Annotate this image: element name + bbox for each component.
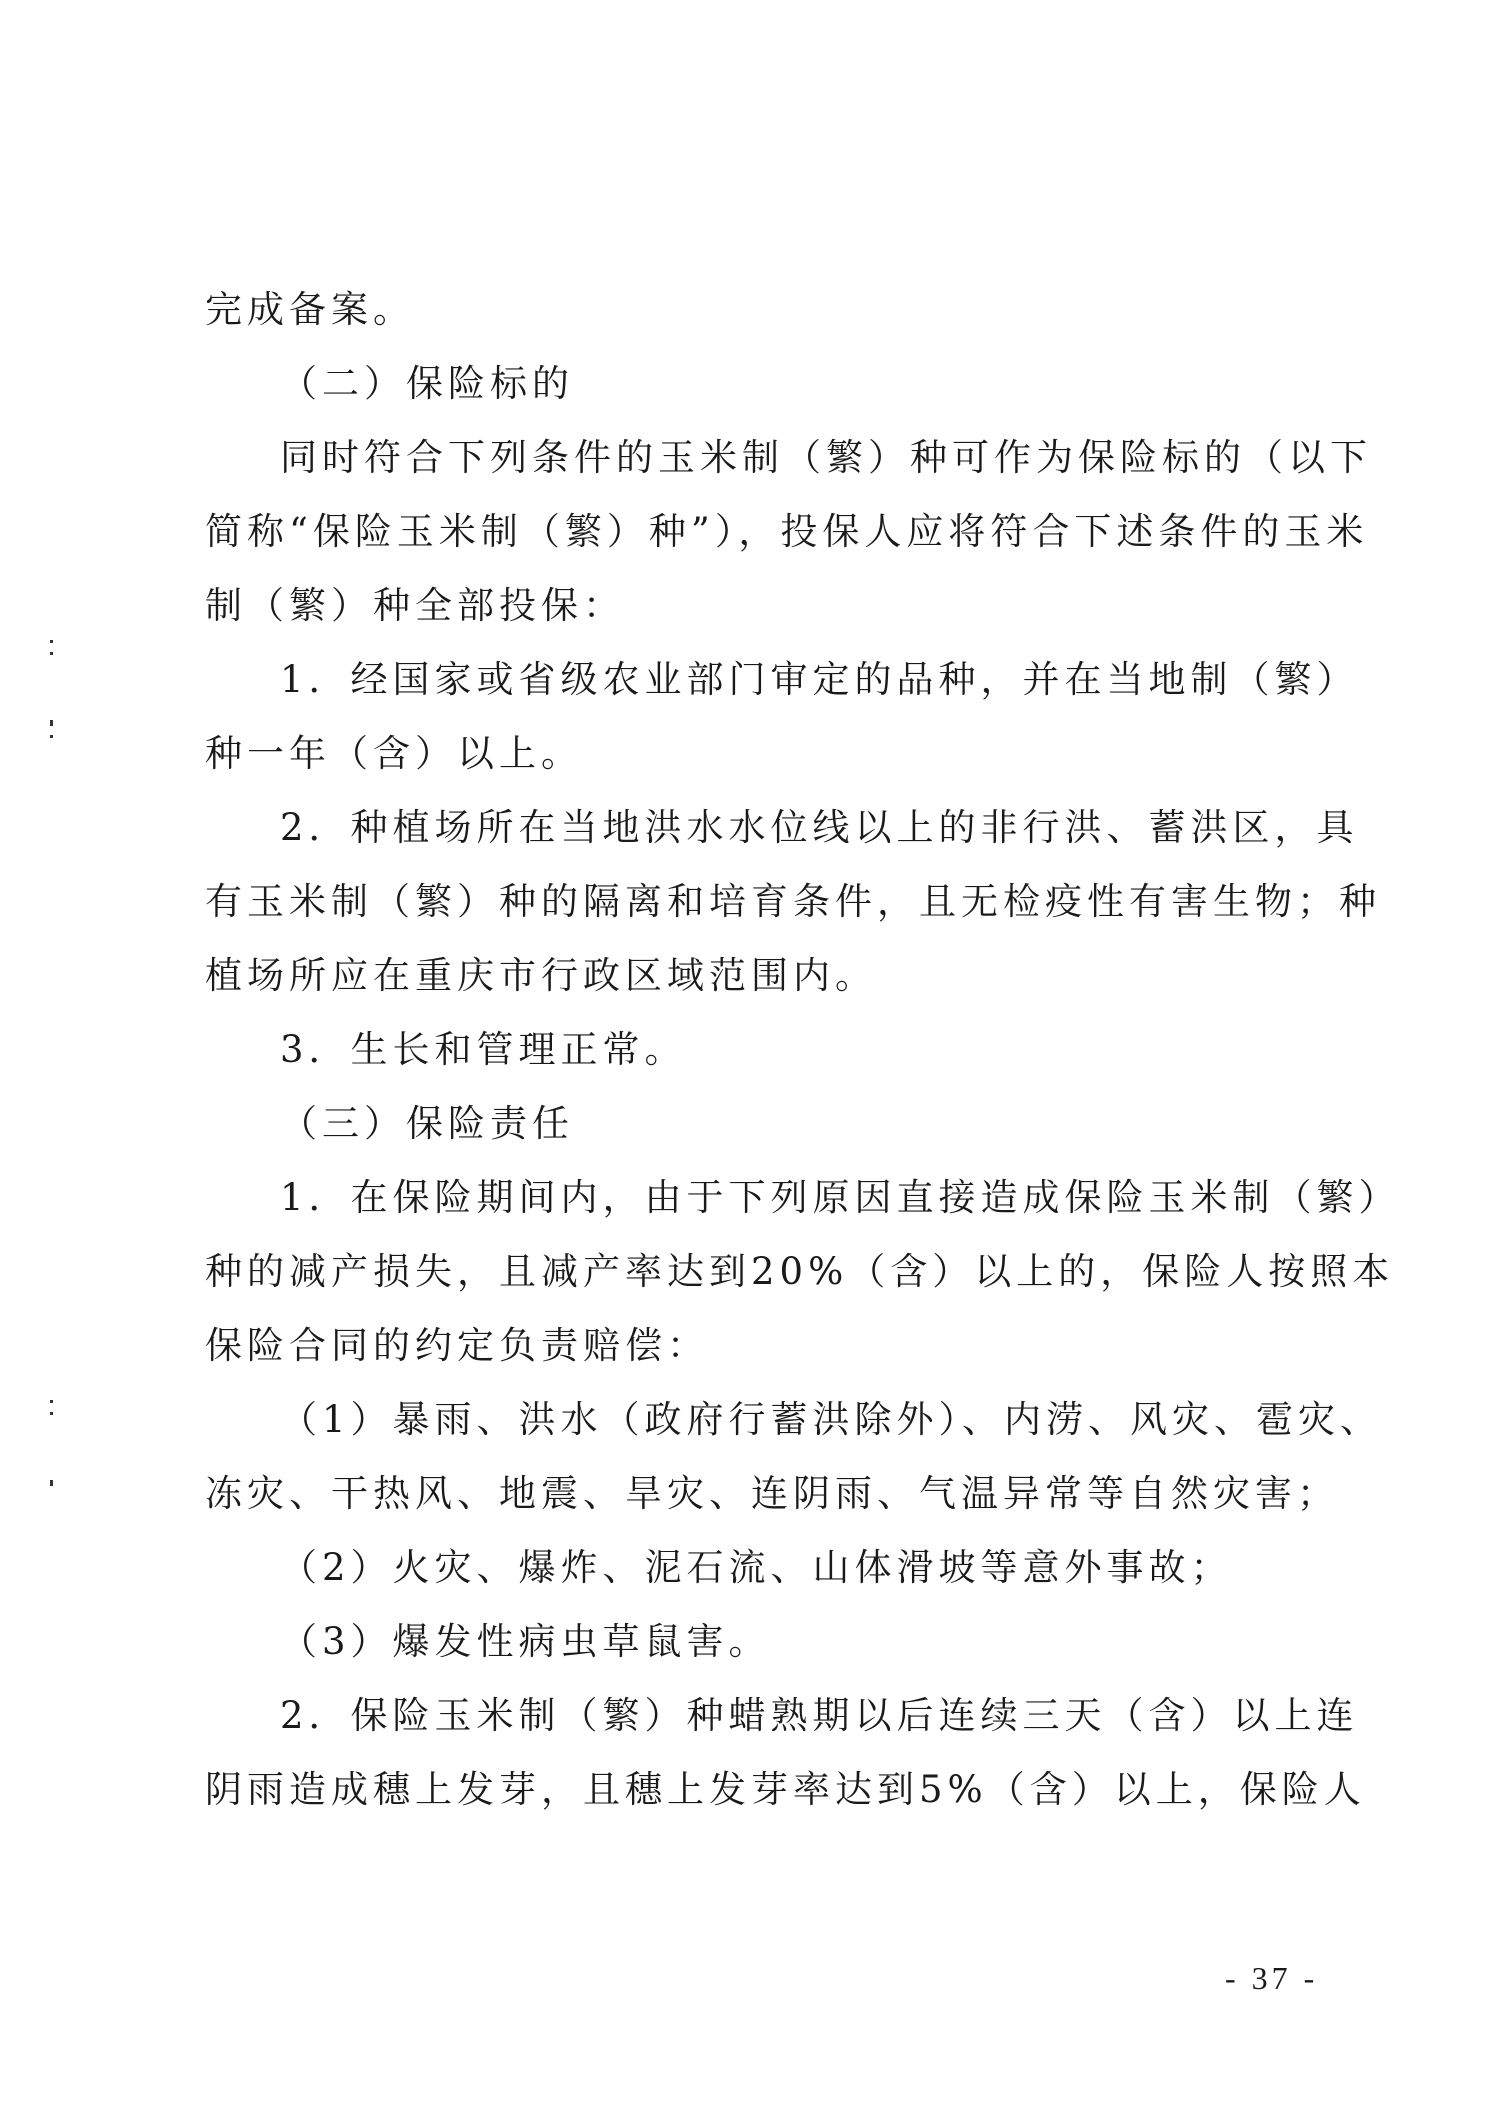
text-line: 完成备案。 (205, 288, 415, 331)
text-line: 有玉米制（繁）种的隔离和培育条件，且无检疫性有害生物；种 (205, 880, 1381, 923)
binding-dot (50, 1400, 53, 1403)
text-line: 1．经国家或省级农业部门审定的品种，并在当地制（繁） (280, 658, 1359, 701)
binding-dot (50, 1480, 53, 1486)
text-line: 1．在保险期间内，由于下列原因直接造成保险玉米制（繁） (280, 1176, 1401, 1219)
text-line: （3）爆发性病虫草鼠害。 (280, 1620, 771, 1663)
binding-dot (50, 720, 53, 726)
text-line: 制（繁）种全部投保： (205, 584, 625, 627)
page-number: - 37 - (1225, 1960, 1319, 1996)
text-line: 3．生长和管理正常。 (280, 1028, 687, 1071)
section-heading: （三）保险责任 (280, 1102, 574, 1145)
binding-dot (50, 652, 53, 655)
binding-dot (50, 640, 53, 643)
text-line: 冻灾、干热风、地震、旱灾、连阴雨、气温异常等自然灾害； (205, 1472, 1339, 1515)
text-line: （2）火灾、爆炸、泥石流、山体滑坡等意外事故； (280, 1546, 1233, 1589)
text-line: 保险合同的约定负责赔偿： (205, 1324, 709, 1367)
text-line: 植场所应在重庆市行政区域范围内。 (205, 954, 877, 997)
text-line: 同时符合下列条件的玉米制（繁）种可作为保险标的（以下 (280, 436, 1372, 479)
text-line: 2．保险玉米制（繁）种蜡熟期以后连续三天（含）以上连 (280, 1694, 1359, 1737)
binding-dot (50, 1412, 53, 1415)
text-line: （1）暴雨、洪水（政府行蓄洪除外）、内涝、风灾、雹灾、 (280, 1398, 1383, 1441)
section-heading: （二）保险标的 (280, 362, 574, 405)
text-line: 种一年（含）以上。 (205, 732, 583, 775)
binding-dot (50, 735, 53, 738)
text-line: 2．种植场所在当地洪水水位线以上的非行洪、蓄洪区，具 (280, 806, 1359, 849)
text-line: 种的减产损失，且减产率达到20%（含）以上的，保险人按照本 (205, 1250, 1395, 1293)
text-line: 简称“保险玉米制（繁）种”），投保人应将符合下述条件的玉米 (205, 510, 1369, 553)
text-line: 阴雨造成穗上发芽，且穗上发芽率达到5%（含）以上，保险人 (205, 1768, 1366, 1811)
